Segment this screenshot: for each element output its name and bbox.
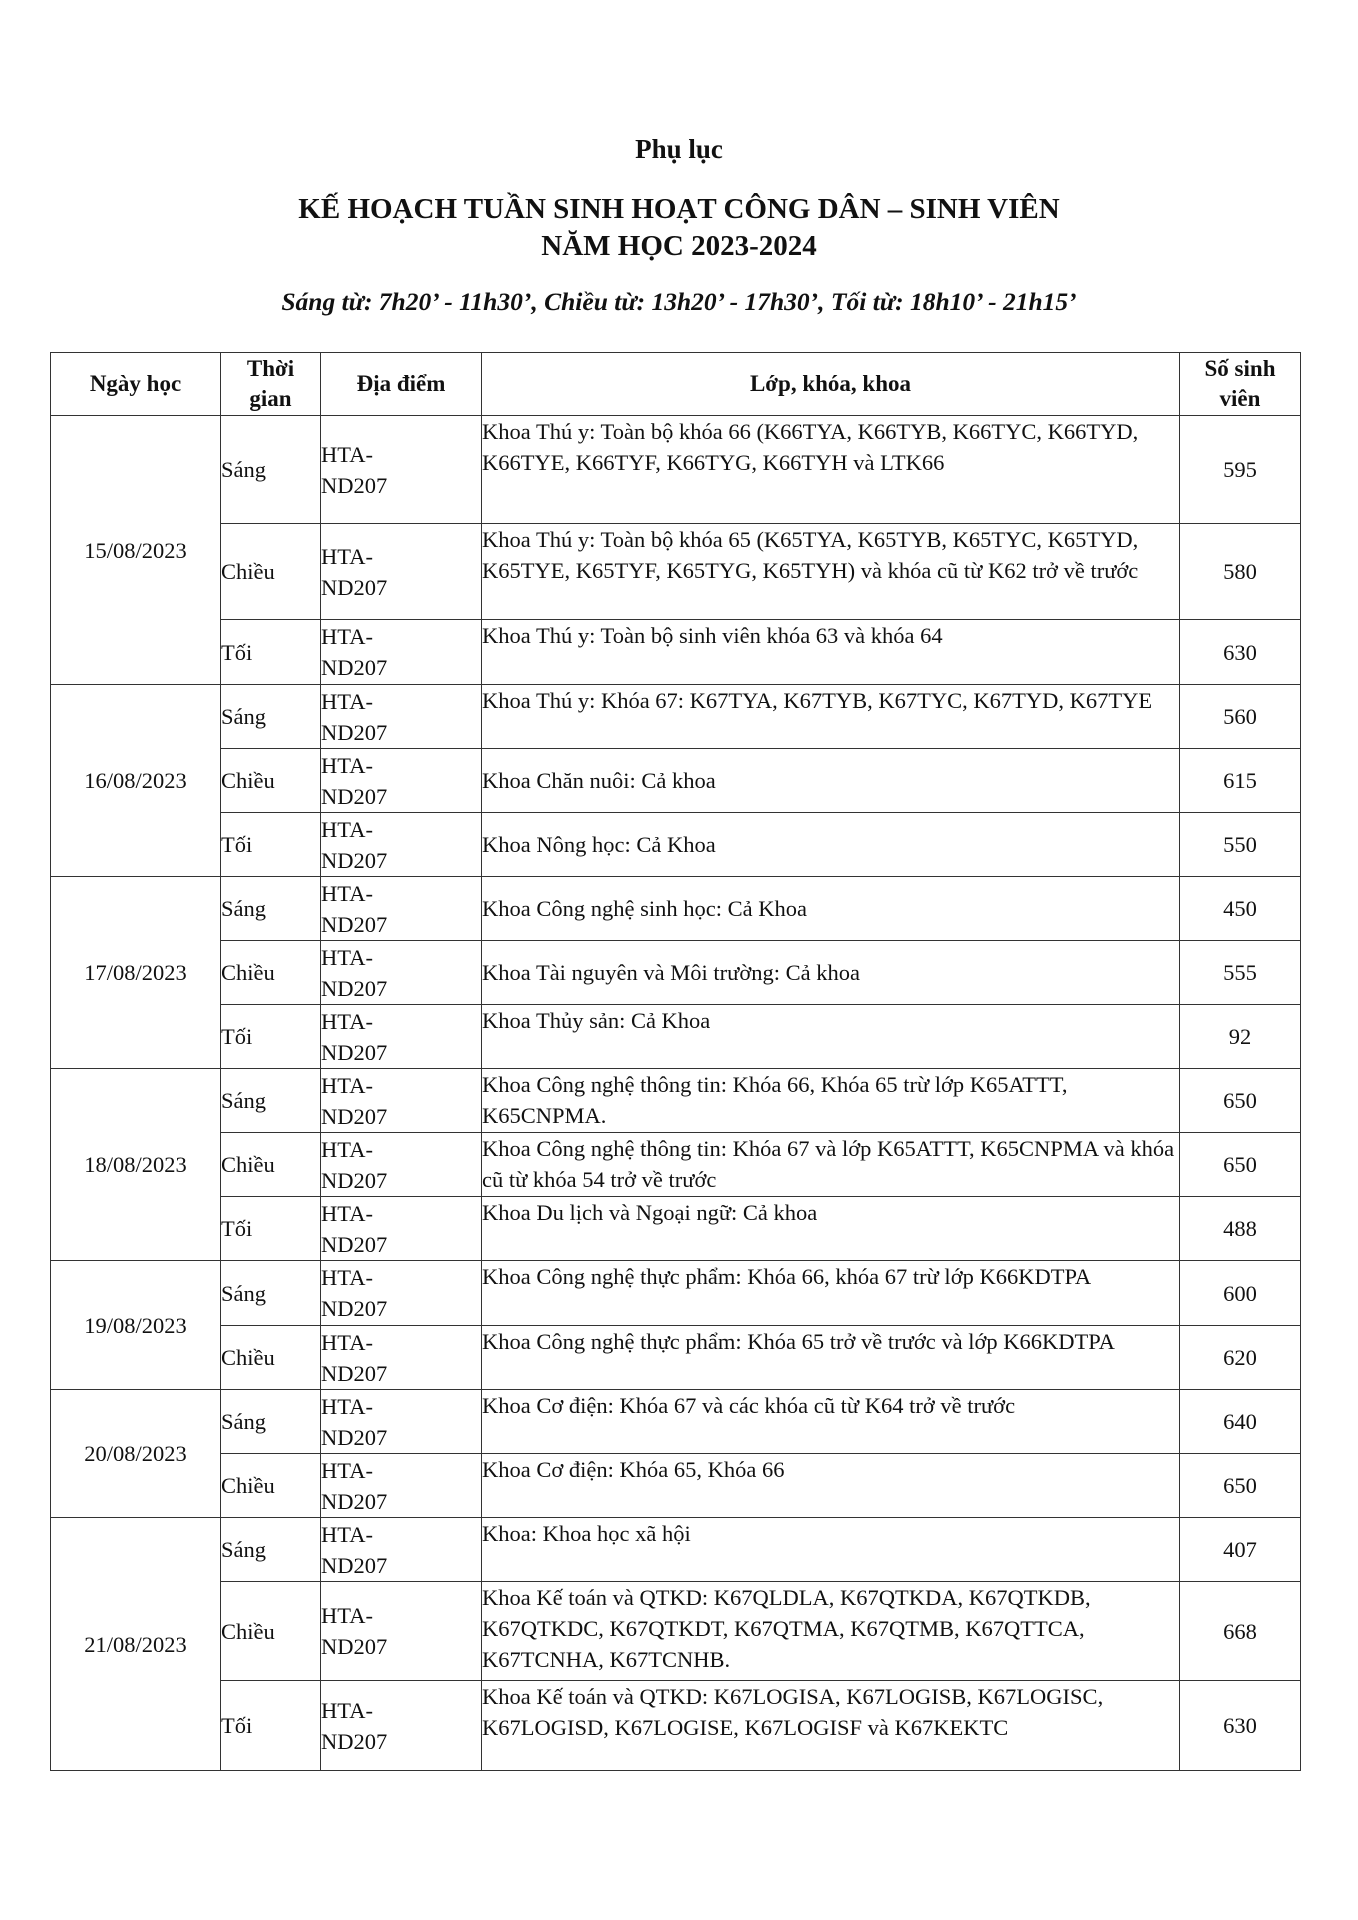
student-count-cell: 630 (1180, 620, 1301, 685)
location-line-2: ND207 (321, 911, 388, 937)
location-line-2: ND207 (321, 719, 388, 745)
student-count-cell: 650 (1180, 1133, 1301, 1197)
student-count-cell: 668 (1180, 1582, 1301, 1681)
session-time-cell: Tối (221, 1005, 321, 1069)
student-count-cell: 555 (1180, 941, 1301, 1005)
location-cell (321, 941, 482, 1005)
table-row (51, 1005, 1301, 1069)
session-time-cell: Tối (221, 1681, 321, 1771)
date-cell: 20/08/2023 (51, 1390, 221, 1518)
classes-cell: Khoa Thú y: Khóa 67: K67TYA, K67TYB, K67TYC, K67TYD, K67TYE (482, 685, 1180, 749)
table-row (51, 685, 1301, 749)
session-time-cell: Chiều (221, 1582, 321, 1681)
location-line-1: HTA- (321, 688, 373, 714)
table-row (51, 1133, 1301, 1197)
student-count-cell: 580 (1180, 524, 1301, 620)
location-cell (321, 813, 482, 877)
date-cell: 16/08/2023 (51, 685, 221, 877)
classes-cell: Khoa Du lịch và Ngoại ngữ: Cả khoa (482, 1197, 1180, 1261)
session-time-cell: Chiều (221, 1326, 321, 1390)
session-time-cell: Sáng (221, 1261, 321, 1326)
session-time-cell: Tối (221, 1197, 321, 1261)
header-time (221, 353, 321, 416)
location-line-2: ND207 (321, 975, 388, 1001)
student-count-cell: 620 (1180, 1326, 1301, 1390)
location-line-1: HTA- (321, 1457, 373, 1483)
location-cell (321, 685, 482, 749)
student-count-cell: 550 (1180, 813, 1301, 877)
date-cell: 19/08/2023 (51, 1261, 221, 1390)
student-count-cell: 600 (1180, 1261, 1301, 1326)
location-line-1: HTA- (321, 816, 373, 842)
location-line-1: HTA- (321, 944, 373, 970)
location-line-2: ND207 (321, 1360, 388, 1386)
location-line-2: ND207 (321, 1167, 388, 1193)
session-time-cell: Chiều (221, 524, 321, 620)
session-time-cell: Sáng (221, 877, 321, 941)
classes-cell: Khoa Công nghệ thông tin: Khóa 67 và lớp K65ATTT, K65CNPMA và khóa cũ từ khóa 54 trở về trước (482, 1133, 1180, 1197)
table-row (51, 416, 1301, 524)
location-line-1: HTA- (321, 1136, 373, 1162)
location-line-1: HTA- (321, 1697, 373, 1723)
classes-cell: Khoa Kế toán và QTKD: K67QLDLA, K67QTKDA, K67QTKDB, K67QTKDC, K67QTKDT, K67QTMA, K67QTMB, K67QTTCA, K67TCNHA, K67TCNHB. (482, 1582, 1180, 1681)
student-count-cell: 407 (1180, 1518, 1301, 1582)
location-line-1: HTA- (321, 624, 373, 649)
classes-cell: Khoa Thú y: Toàn bộ sinh viên khóa 63 và khóa 64 (482, 620, 1180, 685)
student-count-cell: 650 (1180, 1454, 1301, 1518)
session-time-cell: Sáng (221, 1390, 321, 1454)
location-line-2: ND207 (321, 574, 388, 600)
table-row (51, 749, 1301, 813)
student-count-cell: 560 (1180, 685, 1301, 749)
classes-cell: Khoa Tài nguyên và Môi trường: Cả khoa (482, 941, 1180, 1005)
location-line-1: HTA- (321, 1008, 373, 1034)
academic-year-title: NĂM HỌC 2023-2024 (541, 230, 817, 262)
session-time-cell: Sáng (221, 1518, 321, 1582)
location-cell (321, 1454, 482, 1518)
classes-cell: Khoa Chăn nuôi: Cả khoa (482, 749, 1180, 813)
location-line-2: ND207 (321, 1103, 388, 1129)
table-row (51, 1681, 1301, 1771)
location-line-2: ND207 (321, 1296, 388, 1321)
location-line-2: ND207 (321, 1728, 388, 1754)
location-line-1: HTA- (321, 880, 373, 906)
location-line-2: ND207 (321, 472, 388, 498)
classes-cell: Khoa Thú y: Toàn bộ khóa 66 (K66TYA, K66TYB, K66TYC, K66TYD, K66TYE, K66TYF, K66TYG, K66TYH và LTK66 (482, 416, 1180, 524)
location-line-2: ND207 (321, 1552, 388, 1578)
session-hours-note: Sáng từ: 7h20’ - 11h30’, Chiều từ: 13h20’ - 17h30’, Tối từ: 18h10’ - 21h15’ (281, 287, 1077, 316)
student-count-cell: 595 (1180, 416, 1301, 524)
date-cell: 18/08/2023 (51, 1069, 221, 1261)
session-time-cell: Chiều (221, 1454, 321, 1518)
table-row (51, 1197, 1301, 1261)
date-cell: 15/08/2023 (51, 416, 221, 685)
session-time-cell: Chiều (221, 1133, 321, 1197)
location-cell (321, 1197, 482, 1261)
location-cell (321, 1326, 482, 1390)
location-line-2: ND207 (321, 1488, 388, 1514)
classes-cell: Khoa Công nghệ thực phẩm: Khóa 66, khóa 67 trừ lớp K66KDTPA (482, 1261, 1180, 1326)
table-row (51, 1261, 1301, 1326)
header-count-line1: Số sinh (1204, 356, 1276, 381)
student-count-cell: 450 (1180, 877, 1301, 941)
location-line-2: ND207 (321, 1424, 388, 1450)
classes-cell: Khoa Cơ điện: Khóa 67 và các khóa cũ từ K64 trở về trước (482, 1390, 1180, 1454)
student-count-cell: 92 (1180, 1005, 1301, 1069)
location-line-2: ND207 (321, 847, 388, 873)
location-line-2: ND207 (321, 1039, 388, 1065)
header-time-line2: gian (249, 386, 292, 411)
classes-cell: Khoa Cơ điện: Khóa 65, Khóa 66 (482, 1454, 1180, 1518)
classes-cell: Khoa Thủy sản: Cả Khoa (482, 1005, 1180, 1069)
location-cell (321, 1261, 482, 1326)
location-cell (321, 524, 482, 620)
header-count-line2: viên (1219, 386, 1261, 411)
student-count-cell: 615 (1180, 749, 1301, 813)
table-row (51, 1390, 1301, 1454)
session-time-cell: Sáng (221, 685, 321, 749)
table-row (51, 1454, 1301, 1518)
table-row (51, 524, 1301, 620)
location-line-1: HTA- (321, 1393, 373, 1419)
table-row (51, 1069, 1301, 1133)
table-row (51, 877, 1301, 941)
location-cell (321, 1390, 482, 1454)
table-row (51, 1582, 1301, 1681)
location-line-2: ND207 (321, 783, 388, 809)
classes-cell: Khoa Công nghệ thông tin: Khóa 66, Khóa 65 trừ lớp K65ATTT, K65CNPMA. (482, 1069, 1180, 1133)
header-student-count (1180, 353, 1301, 416)
student-count-cell: 488 (1180, 1197, 1301, 1261)
classes-cell: Khoa Kế toán và QTKD: K67LOGISA, K67LOGISB, K67LOGISC, K67LOGISD, K67LOGISE, K67LOGISF và K67KEKTC (482, 1681, 1180, 1771)
location-cell (321, 416, 482, 524)
table-row (51, 1518, 1301, 1582)
header-date: Ngày học (51, 353, 221, 416)
location-line-1: HTA- (321, 1265, 373, 1290)
location-line-1: HTA- (321, 1521, 373, 1547)
table-row (51, 1326, 1301, 1390)
document-title: KẾ HOẠCH TUẦN SINH HOẠT CÔNG DÂN – SINH VIÊN (298, 193, 1060, 225)
location-line-1: HTA- (321, 752, 373, 778)
location-cell (321, 1681, 482, 1771)
location-cell (321, 877, 482, 941)
schedule-table (50, 352, 1301, 1771)
date-cell: 21/08/2023 (51, 1518, 221, 1771)
table-row (51, 941, 1301, 1005)
header-time-line1: Thời (246, 356, 295, 381)
session-time-cell: Tối (221, 620, 321, 685)
session-time-cell: Chiều (221, 941, 321, 1005)
location-cell (321, 1518, 482, 1582)
student-count-cell: 650 (1180, 1069, 1301, 1133)
location-line-1: HTA- (321, 1072, 373, 1098)
table-header-row (51, 353, 1301, 416)
location-cell (321, 1005, 482, 1069)
location-cell (321, 1069, 482, 1133)
session-time-cell: Sáng (221, 1069, 321, 1133)
session-time-cell: Tối (221, 813, 321, 877)
classes-cell: Khoa Nông học: Cả Khoa (482, 813, 1180, 877)
location-cell (321, 749, 482, 813)
session-time-cell: Sáng (221, 416, 321, 524)
location-line-1: HTA- (321, 543, 373, 569)
session-time-cell: Chiều (221, 749, 321, 813)
appendix-label: Phụ lục (635, 134, 723, 164)
location-line-2: ND207 (321, 1231, 388, 1257)
header-location: Địa điểm (321, 353, 482, 416)
header-classes: Lớp, khóa, khoa (482, 353, 1180, 416)
classes-cell: Khoa Công nghệ thực phẩm: Khóa 65 trở về trước và lớp K66KDTPA (482, 1326, 1180, 1390)
location-line-1: HTA- (321, 1603, 373, 1628)
classes-cell: Khoa Công nghệ sinh học: Cả Khoa (482, 877, 1180, 941)
location-line-1: HTA- (321, 1200, 373, 1226)
table-row (51, 813, 1301, 877)
location-line-1: HTA- (321, 441, 373, 467)
classes-cell: Khoa Thú y: Toàn bộ khóa 65 (K65TYA, K65TYB, K65TYC, K65TYD, K65TYE, K65TYF, K65TYG, K65TYH) và khóa cũ từ K62 trở về trước (482, 524, 1180, 620)
student-count-cell: 630 (1180, 1681, 1301, 1771)
location-line-1: HTA- (321, 1329, 373, 1355)
location-cell (321, 1582, 482, 1681)
location-cell (321, 1133, 482, 1197)
classes-cell: Khoa: Khoa học xã hội (482, 1518, 1180, 1582)
location-cell (321, 620, 482, 685)
student-count-cell: 640 (1180, 1390, 1301, 1454)
location-line-2: ND207 (321, 655, 388, 680)
date-cell: 17/08/2023 (51, 877, 221, 1069)
location-line-2: ND207 (321, 1634, 388, 1659)
table-row (51, 620, 1301, 685)
